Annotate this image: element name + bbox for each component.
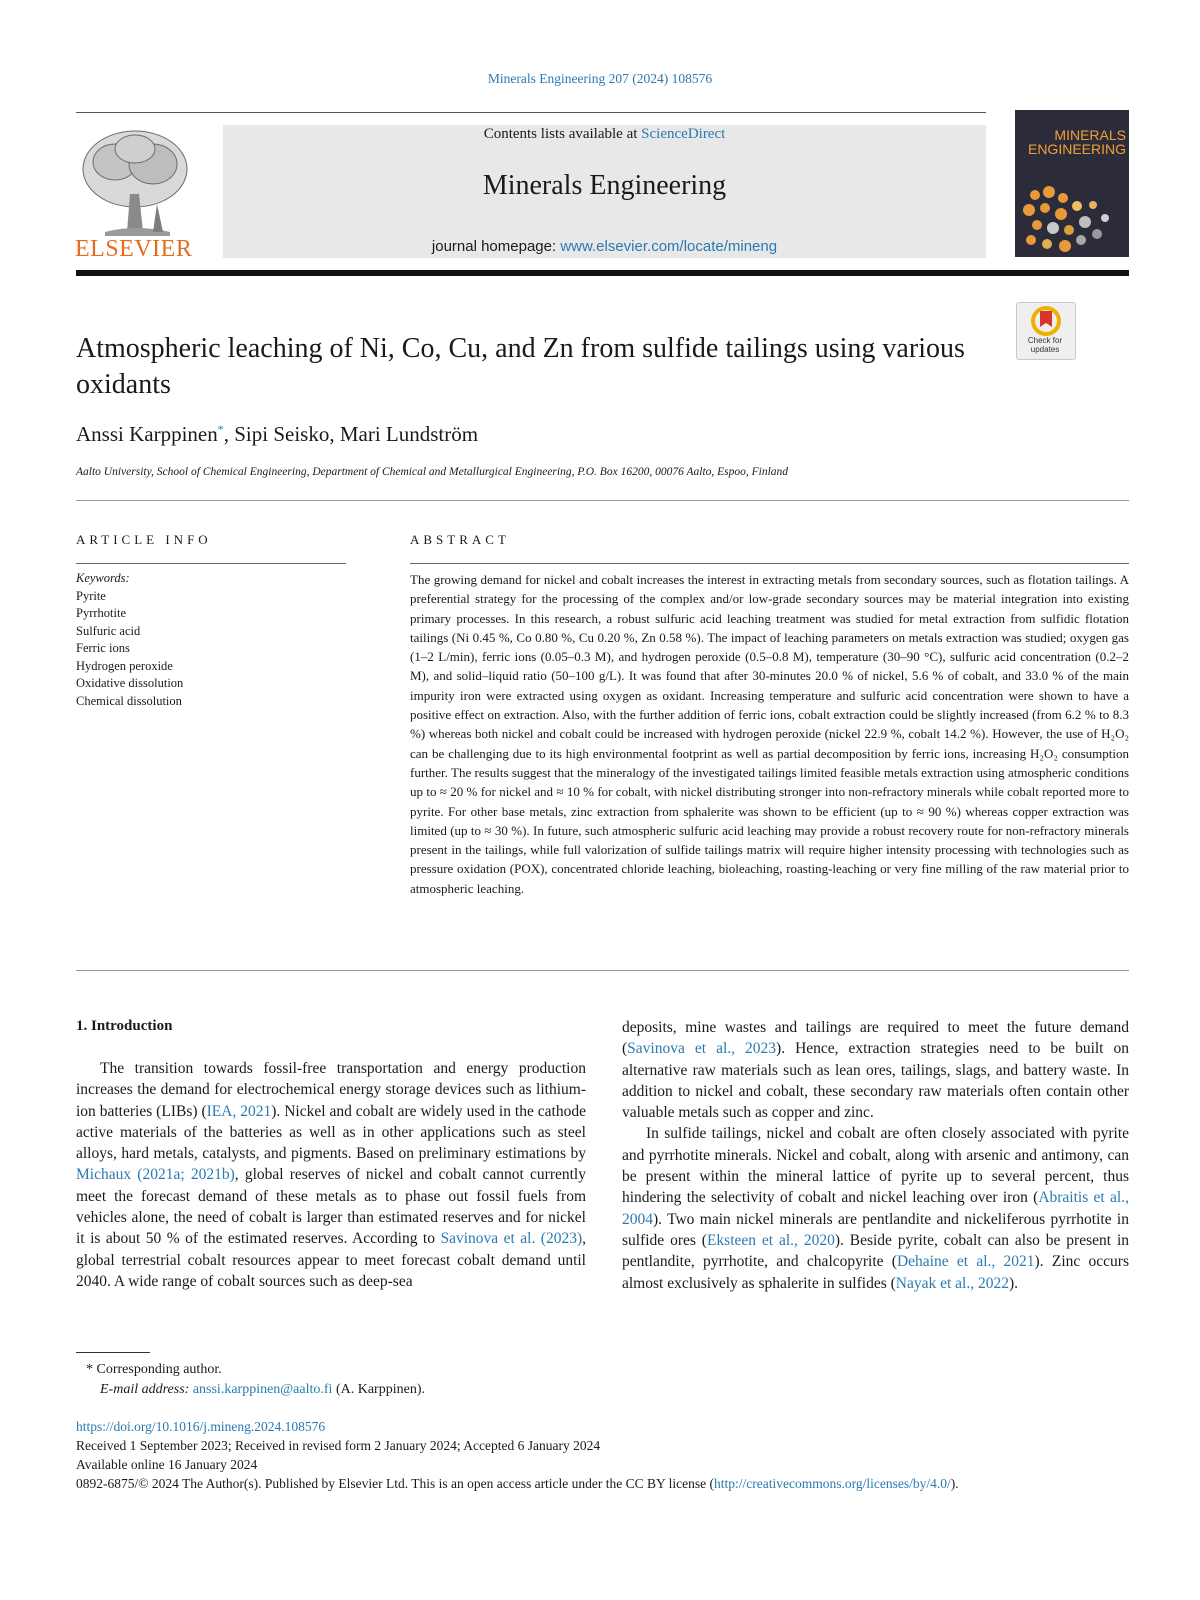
footnote-mark: * <box>86 1362 93 1377</box>
article-info-heading: ARTICLE INFO <box>76 532 212 547</box>
h2o2-formula: H₂O₂ <box>1030 745 1058 761</box>
contents-line <box>223 126 986 143</box>
license-link[interactable]: http://creativecommons.org/licenses/by/4.0/ <box>714 1476 951 1491</box>
sciencedirect-link[interactable]: ScienceDirect <box>641 126 726 142</box>
author-list <box>76 422 976 447</box>
footnote-line <box>76 1380 776 1400</box>
available-online: Available online 16 January 2024 <box>76 1457 258 1472</box>
elsevier-wordmark: ELSEVIER <box>75 236 193 262</box>
keyword-item: Pyrrhotite <box>76 606 126 620</box>
homepage-link[interactable]: www.elsevier.com/locate/mineng <box>560 238 778 255</box>
text-run: ). Two main nickel minerals are pentlandite and nickeliferous pyrrhotite in sulfide ores ( <box>622 1210 1129 1249</box>
author-name[interactable]: Anssi Karppinen <box>76 422 218 446</box>
journal-citation[interactable]: Minerals Engineering 207 (2024) 108576 <box>487 71 713 86</box>
h2o2-formula: H₂O₂ <box>1101 726 1129 742</box>
email-label: E-mail address: <box>100 1382 193 1397</box>
divider <box>410 563 1129 564</box>
keyword-item: Pyrite <box>76 588 106 603</box>
abstract-part: consumption further. The results suggest that the mineralogy of the investigated tailings limited feasible metals extraction using atmospheric conditions up to ≈ 20 % for nickel and ≈ 10 % for cobalt, with nickel distributing stronger into non-refractory minerals while cobalt reported more to pyrite. For other base metals, zinc extraction from sphalerite was shown to be efficient (up to ≈ 90 %) whereas copper extraction was limited (up to ≈ 30 %). In future, such atmospheric sulfuric acid leaching may provide a robust recovery route for non-refractory minerals present in the tailings, while full valorization of sulfide tailings matrix will require higher intensity processing with technologies such as pressure oxidation (POX), concentrated chloride leaching, bioleaching, roasting-leaching or very fine milling of the raw material prior to atmospheric leaching. <box>410 745 1129 896</box>
check-updates-icon <box>1017 303 1075 337</box>
citation-link[interactable]: Savinova et al. (2023) <box>440 1230 583 1248</box>
text-run: ). Hence, extraction strategies need to be built on alternative raw materials such as lean ores, tailings, slags, and battery waste. In addition to nickel and cobalt, these secondary raw materials often contain other valuable metals such as copper and zinc. <box>622 1040 1129 1122</box>
homepage-prefix: journal homepage: <box>431 238 561 255</box>
paragraph <box>622 1123 1129 1293</box>
footnote-rule <box>76 1352 150 1353</box>
text-run: , global reserves of nickel and cobalt cannot currently meet the forecast demand of these metals as to phase out fossil fuels from vehicles alone, the need of cobalt is larger than estimated reserves and for nickel it is about 50 % of the estimated reserves. According to <box>76 1166 586 1248</box>
contents-prefix: Contents lists available at <box>483 126 642 142</box>
citation-link[interactable]: Michaux (2021a; 2021b) <box>76 1166 235 1184</box>
journal-title: Minerals Engineering <box>482 170 727 201</box>
corresponding-author-note: Corresponding author. <box>96 1362 222 1377</box>
citation-link[interactable]: Nayak et al., 2022 <box>895 1274 1009 1292</box>
article-title: Atmospheric leaching of Ni, Co, Cu, and Zn from sulfide tailings using various oxidants <box>76 333 965 400</box>
homepage-line <box>223 238 986 255</box>
keyword-item: Oxidative dissolution <box>76 676 184 690</box>
doi-link[interactable]: https://doi.org/10.1016/j.mineng.2024.108576 <box>76 1419 326 1434</box>
text-run: ). Nickel and cobalt are widely used in the cathode active materials of the batteries as well as in other applications such as steel alloys, hard metals, catalysts, and pigments. Based on preliminary estimations by <box>76 1102 586 1163</box>
paragraph <box>622 1017 1129 1123</box>
affiliation: Aalto University, School of Chemical Engineering, Department of Chemical and Metallurgical Engineering, P.O. Box 16200, 00076 Aalto, Espoo, Finland <box>76 466 789 478</box>
footnote-line <box>76 1360 776 1380</box>
abstract-text <box>410 570 1129 898</box>
divider <box>76 563 346 564</box>
text-run: ). Beside pyrite, cobalt can also be present in pentlandite, pyrrhotite, and chalcopyrite ( <box>622 1231 1129 1271</box>
corresponding-author-mark[interactable]: * <box>217 422 224 436</box>
text-run: , global terrestrial cobalt resources appear to meet forecast cobalt demand until 2040. A wide range of cobalt sources such as deep-sea <box>76 1230 586 1290</box>
email-link[interactable]: anssi.karppinen@aalto.fi <box>192 1382 333 1397</box>
keywords-list <box>76 570 346 710</box>
keyword-item: Hydrogen peroxide <box>76 658 173 673</box>
abstract-heading: ABSTRACT <box>410 532 510 547</box>
keyword-item: Sulfuric acid <box>76 623 141 638</box>
license-line <box>76 1474 1136 1493</box>
divider <box>76 500 1129 501</box>
citation-link[interactable]: Savinova et al., 2023 <box>627 1040 777 1058</box>
citation-link[interactable]: IEA, 2021 <box>206 1102 272 1120</box>
text-run: deposits, mine wastes and tailings are required to meet the future demand ( <box>622 1019 1129 1058</box>
abstract-part: can be challenging due to its high environmental footprint as well as partial decomposition by ferric ions, increasing <box>410 745 1031 761</box>
body-column-left <box>76 1058 586 1292</box>
abstract-part: The growing demand for nickel and cobalt increases the interest in extracting metals from secondary sources, such as flotation tailings. A preferential strategy for the processing of the complex and/or low-grade secondary sources may be material integration into existing primary processes. In this research, a robust sulfuric acid leaching treatment was studied for metal extraction from sulfidic flotation tailings (Ni 0.45 %, Co 0.80 %, Cu 0.20 %, Zn 0.58 %). The impact of leaching parameters on metals extraction was studied; oxygen gas (1–2 L/min), ferric ions (0.05–0.3 M), and hydrogen peroxide (0.5–0.8 M), temperature (30–90 °C), sulfuric acid concentration (0.2–2 M), and solid–liquid ratio (50–100 g/L). It was found that after 30-minutes 20.0 % of nickel, 5.6 % of cobalt, and 33.0 % of the main impurity iron were extracted using oxygen as oxidant. Increasing temperature and sulfuric acid concentration were shown to have a positive effect on extraction. Also, with the further addition of ferric ions, cobalt extraction could be slightly increased (from 6.2 % to 8.3 %) whereas both nickel and cobalt could be increased with hydrogen peroxide (nickel 22.9 %, cobalt 14.2 %). However, the use of <box>410 572 1129 742</box>
other-authors[interactable]: , Sipi Seisko, Mari Lundström <box>223 422 479 446</box>
publication-info <box>76 1417 1136 1493</box>
check-updates-label: Check for updates <box>1027 336 1063 354</box>
footnote <box>76 1360 776 1400</box>
keyword-item: Chemical dissolution <box>76 693 182 708</box>
text-run: ). Zinc occurs almost exclusively as sphalerite in sulfides ( <box>622 1253 1129 1292</box>
text-run: The transition towards fossil-free transportation and energy production increases the demand for electrochemical energy storage devices such as lithium-ion batteries (LIBs) ( <box>76 1060 586 1120</box>
citation-link[interactable]: Dehaine et al., 2021 <box>896 1253 1035 1271</box>
received-dates: Received 1 September 2023; Received in revised form 2 January 2024; Accepted 6 January 2024 <box>76 1438 601 1453</box>
citation-link[interactable]: Abraitis et al., 2004 <box>622 1189 1129 1228</box>
body-column-right <box>622 1017 1129 1294</box>
section-heading-introduction: 1. Introduction <box>76 1018 173 1034</box>
keywords-label: Keywords: <box>76 571 130 585</box>
header-rule <box>76 112 986 113</box>
cover-title: MINERALS ENGINEERING <box>1027 127 1126 157</box>
keyword-item: Ferric ions <box>76 641 130 655</box>
text-run: ). <box>1008 1274 1019 1292</box>
email-suffix: (A. Karppinen). <box>332 1382 425 1397</box>
divider <box>76 970 1129 971</box>
header-thick-rule <box>76 270 1129 276</box>
text-run: In sulfide tailings, nickel and cobalt are often closely associated with pyrite and pyrrhotite minerals. Nickel and cobalt, along with arsenic and antimony, can be present within the mineral lattice of pyrite up to several percent, thus hindering the selectivity of cobalt and nickel leaching over iron ( <box>622 1125 1129 1207</box>
citation-link[interactable]: Eksteen et al., 2020 <box>706 1231 835 1249</box>
paragraph <box>76 1058 586 1292</box>
license-text: 0892-6875/© 2024 The Author(s). Published by Elsevier Ltd. This is an open access article under the CC BY license ( <box>76 1476 715 1491</box>
license-text-end: ). <box>950 1476 959 1491</box>
